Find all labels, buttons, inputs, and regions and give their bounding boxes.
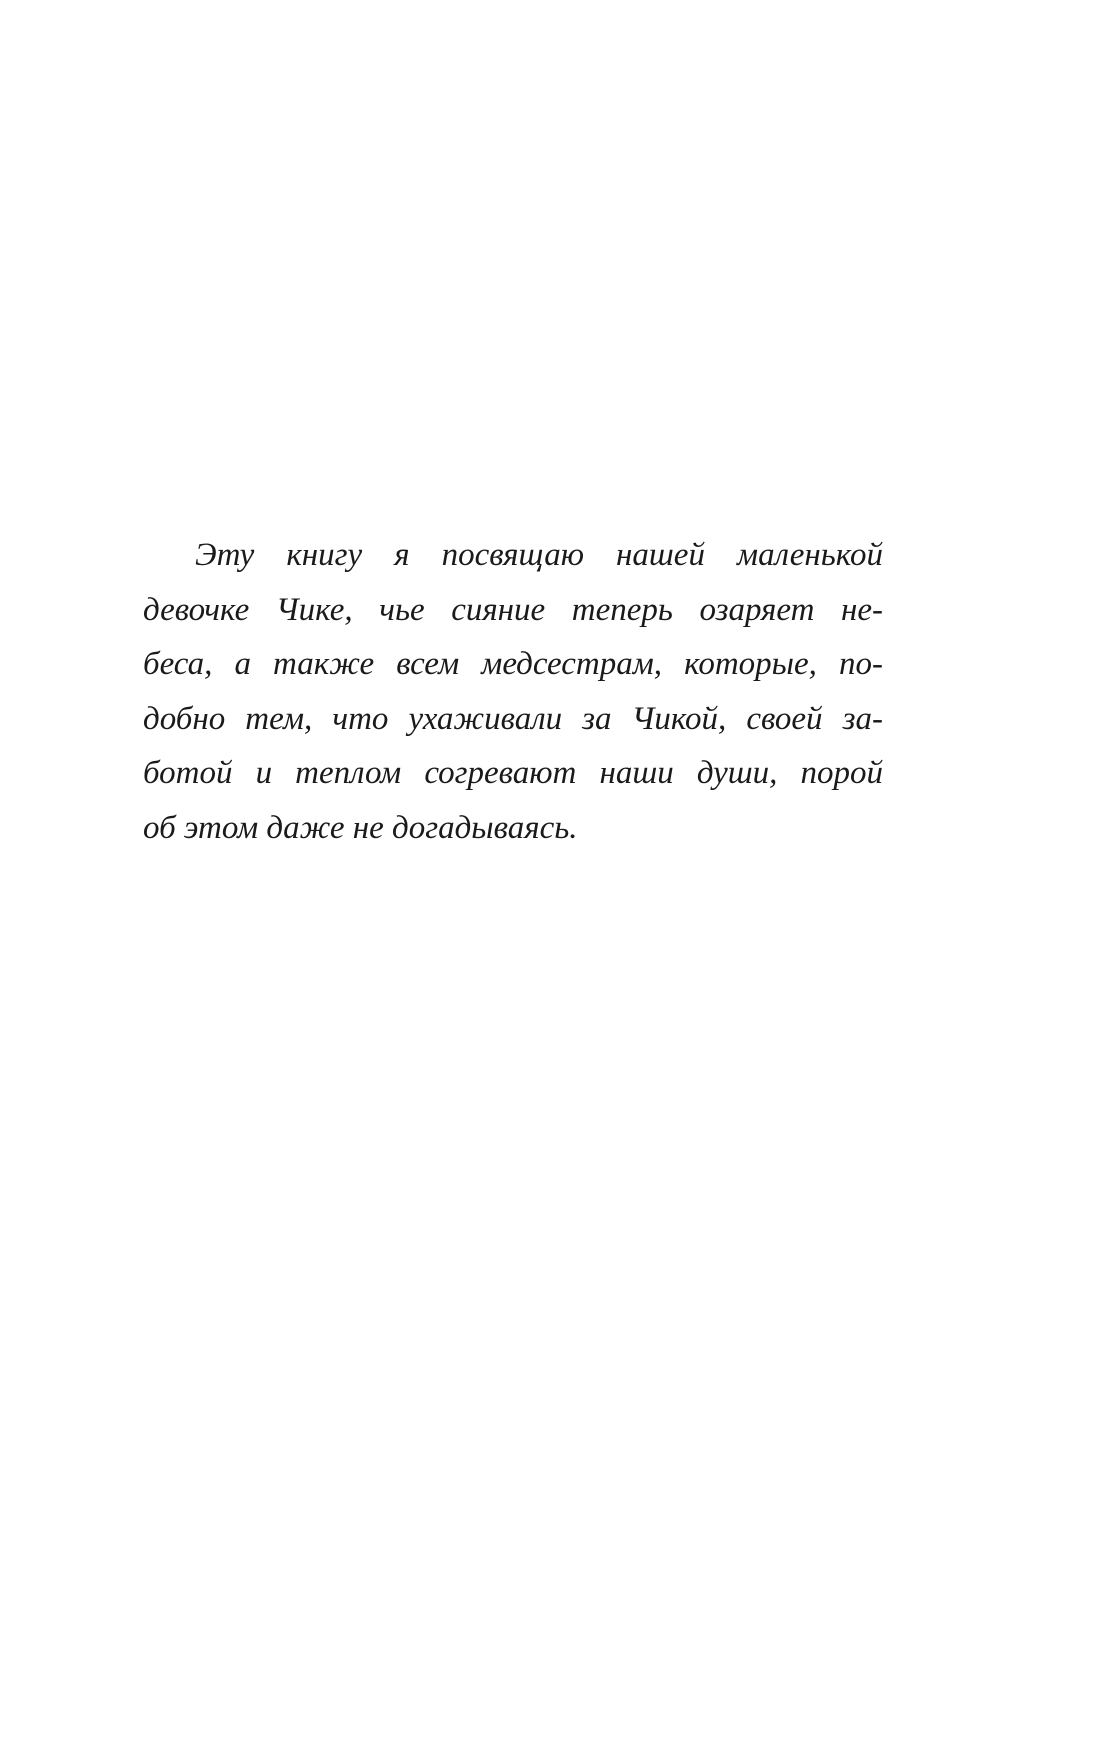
- dedication-line: Эту книгу я посвящаю нашей маленькой: [195, 537, 883, 573]
- dedication-line: ботой и теплом согревают наши души, порой: [143, 755, 883, 791]
- dedication-line: добно тем, что ухаживали за Чикой, своей за-: [143, 700, 883, 737]
- dedication-line: девочке Чике, чье сияние теперь озаряет не-: [143, 591, 883, 628]
- dedication-line: об этом даже не догадываясь.: [143, 809, 578, 846]
- dedication-paragraph: [143, 528, 883, 855]
- dedication-line: беса, а также всем медсестрам, которые, по-: [143, 646, 883, 682]
